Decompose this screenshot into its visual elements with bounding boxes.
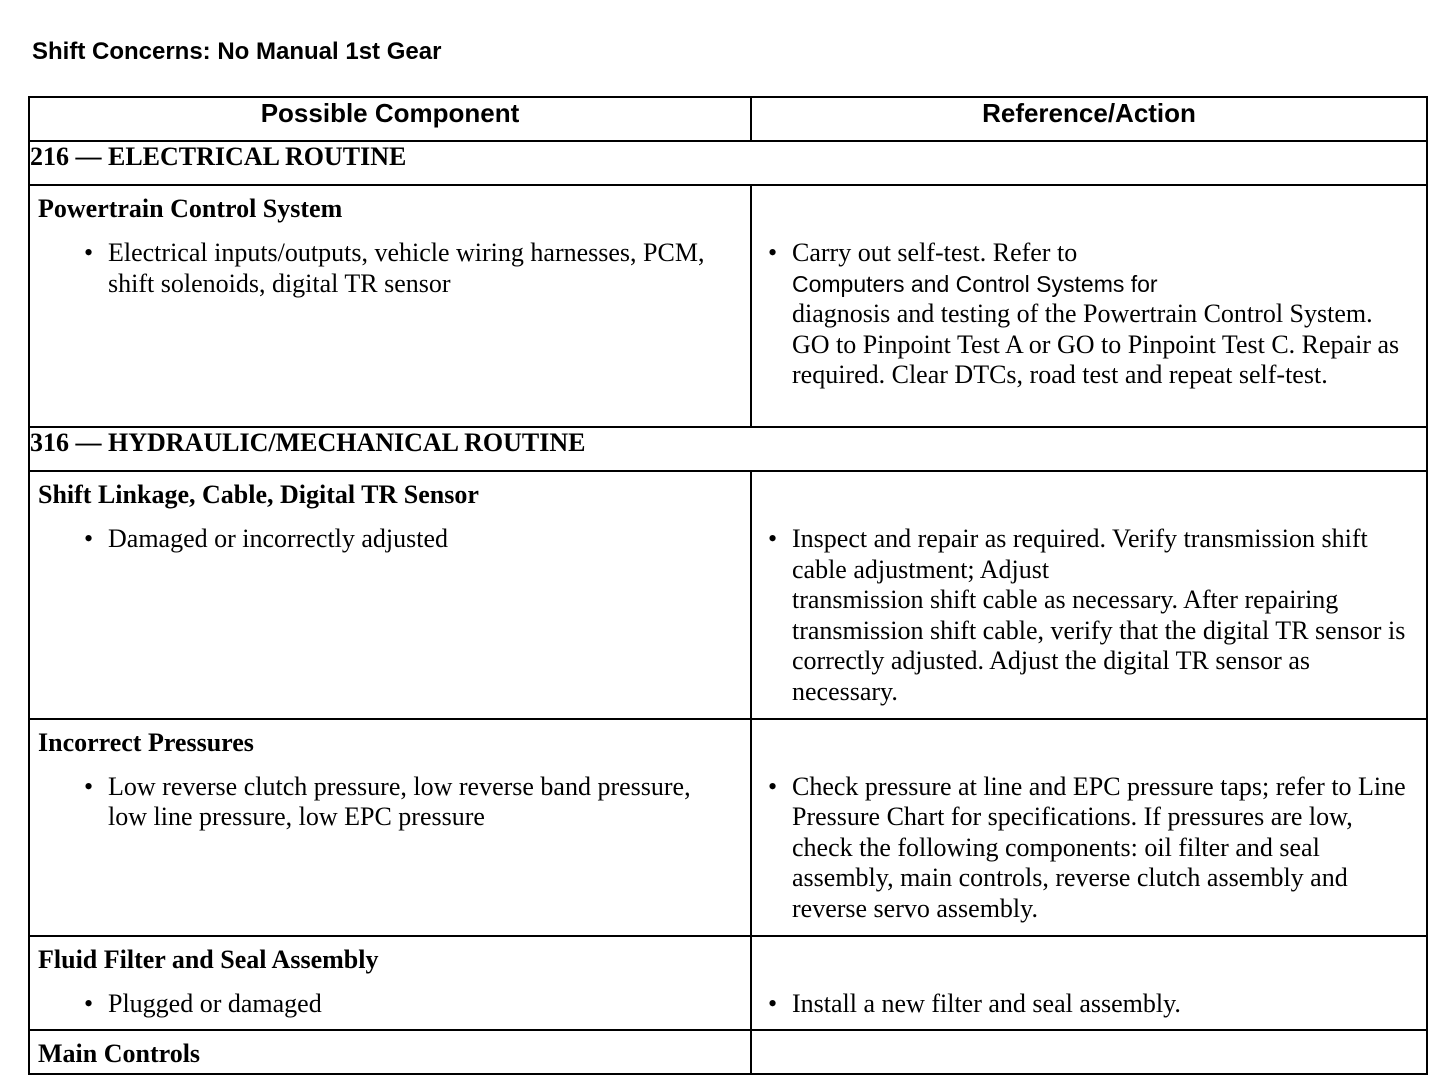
action-text <box>768 524 1414 708</box>
component-title: Fluid Filter and Seal Assembly <box>38 944 379 974</box>
action-cell <box>751 936 1427 1031</box>
action-reference-link[interactable]: Computers and Control Systems for <box>792 270 1158 297</box>
bullet-icon: • <box>768 771 778 801</box>
component-title: Powertrain Control System <box>38 194 343 223</box>
component-cell <box>29 185 751 427</box>
component-detail <box>84 238 730 299</box>
component-cell <box>29 719 751 936</box>
header-reference-action: Reference/Action <box>751 97 1427 141</box>
action-text-pre: Inspect and repair as required. Verify transmission shift cable adjustment; Adjust <box>792 524 1368 584</box>
component-cell <box>29 1030 751 1074</box>
component-detail-text: Low reverse clutch pressure, low reverse band pressure, low line pressure, low EPC pressure <box>108 771 691 832</box>
component-cell <box>29 936 751 1031</box>
table-row <box>29 719 1427 936</box>
action-text-body: Install a new filter and seal assembly. <box>792 988 1181 1018</box>
table-row <box>29 471 1427 719</box>
component-detail <box>84 524 730 555</box>
bullet-icon: • <box>768 238 778 267</box>
page-title: Shift Concerns: No Manual 1st Gear <box>32 38 442 65</box>
component-cell <box>29 471 751 719</box>
action-cell <box>751 471 1427 719</box>
action-text <box>768 238 1414 391</box>
component-detail-text: Electrical inputs/outputs, vehicle wiring harnesses, PCM, shift solenoids, digital TR sensor <box>108 238 705 298</box>
action-text <box>768 988 1414 1020</box>
diagnosis-table <box>28 96 1428 1075</box>
bullet-icon: • <box>84 524 94 553</box>
action-cell <box>751 185 1427 427</box>
bullet-icon: • <box>84 238 94 267</box>
table-header-row <box>29 97 1427 141</box>
component-detail <box>84 771 730 833</box>
bullet-icon: • <box>84 988 94 1018</box>
bullet-icon: • <box>84 771 94 801</box>
action-text-post: transmission shift cable as necessary. After repairing transmission shift cable, verify that the digital TR sensor is correctly adjusted. Adjust the digital TR sensor as necessary. <box>792 585 1406 706</box>
header-possible-component: Possible Component <box>29 97 751 141</box>
section-row <box>29 141 1427 185</box>
bullet-icon: • <box>768 524 778 553</box>
action-text-body: Check pressure at line and EPC pressure taps; refer to Line Pressure Chart for specifications. If pressures are low, check the following components: oil filter and seal assembly, main controls, reverse clutch assembly and reverse servo assembly. <box>792 771 1406 923</box>
component-detail <box>84 988 730 1020</box>
action-cell <box>751 719 1427 936</box>
bullet-icon: • <box>768 988 778 1018</box>
component-detail-text: Plugged or damaged <box>108 988 322 1018</box>
section-electrical-routine: 216 — ELECTRICAL ROUTINE <box>29 141 1427 185</box>
table-row <box>29 185 1427 427</box>
table-row <box>29 936 1427 1031</box>
action-cell <box>751 1030 1427 1074</box>
action-text <box>768 771 1414 925</box>
table-row <box>29 1030 1427 1074</box>
action-text-post: diagnosis and testing of the Powertrain Control System. GO to Pinpoint Test A or GO to Pinpoint Test C. Repair as required. Clear DTCs, road test and repeat self-test. <box>792 299 1400 390</box>
action-text-pre: Carry out self-test. Refer to <box>792 238 1078 267</box>
component-title: Shift Linkage, Cable, Digital TR Sensor <box>38 480 479 509</box>
section-row <box>29 427 1427 471</box>
component-title: Incorrect Pressures <box>38 727 254 757</box>
component-detail-text: Damaged or incorrectly adjusted <box>108 524 449 553</box>
component-title: Main Controls <box>38 1039 201 1069</box>
section-hydraulic-mechanical-routine: 316 — HYDRAULIC/MECHANICAL ROUTINE <box>29 427 1427 471</box>
